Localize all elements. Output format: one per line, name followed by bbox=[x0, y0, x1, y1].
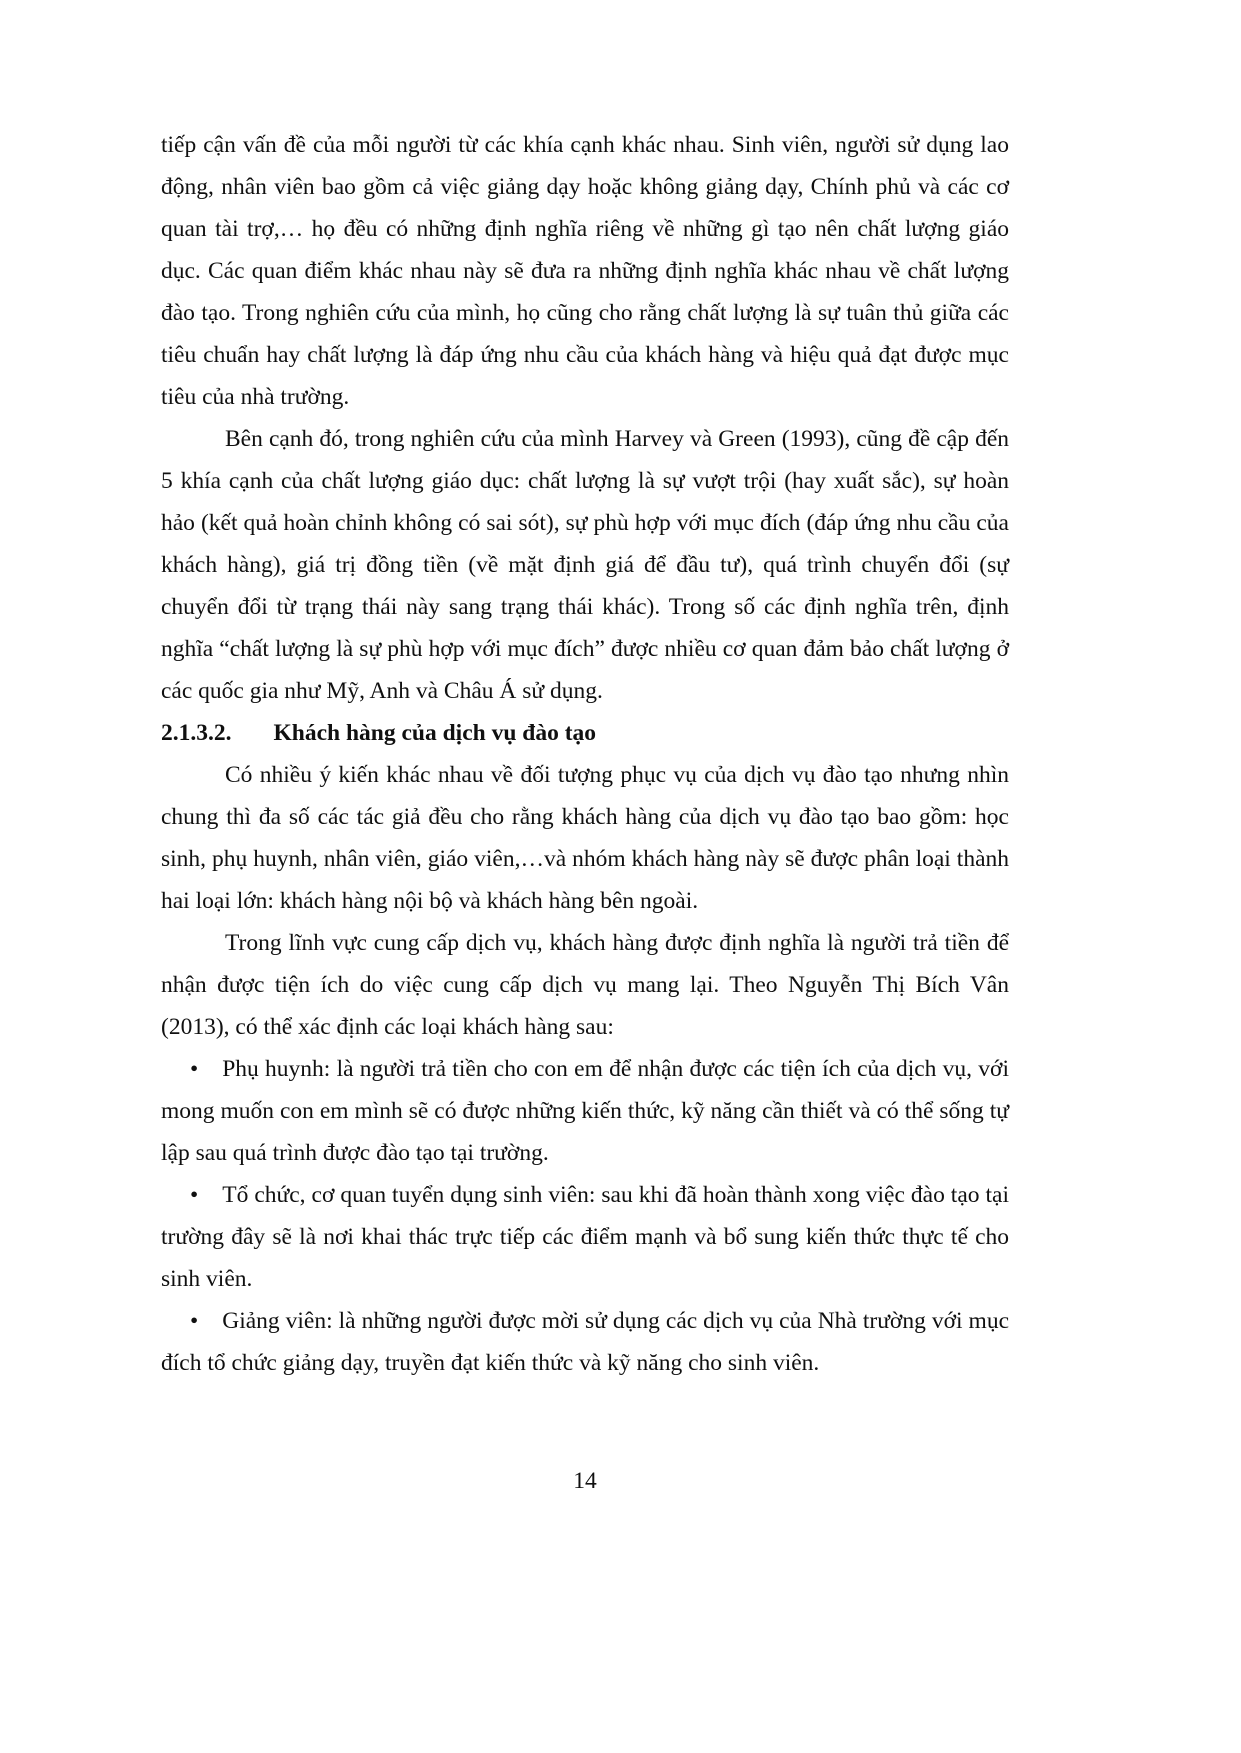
bullet-text: Giảng viên: là những người được mời sử dụng các dịch vụ của Nhà trường với mục đích tổ chức giảng dạy, truyền đạt kiến thức và kỹ năng cho sinh viên. bbox=[161, 1308, 1009, 1376]
paragraph: Trong lĩnh vực cung cấp dịch vụ, khách hàng được định nghĩa là người trả tiền để nhận được tiện ích do việc cung cấp dịch vụ mang lại. Theo Nguyễn Thị Bích Vân (2013), có thể xác định các loại khách hàng sau: bbox=[161, 930, 1009, 1040]
bullet-text: Tổ chức, cơ quan tuyển dụng sinh viên: sau khi đã hoàn thành xong việc đào tạo tại trường đây sẽ là nơi khai thác trực tiếp các điểm mạnh và bổ sung kiến thức thực tế cho sinh viên. bbox=[161, 1182, 1009, 1292]
bullet-item bbox=[161, 1300, 1009, 1384]
paragraph: Có nhiều ý kiến khác nhau về đối tượng phục vụ của dịch vụ đào tạo nhưng nhìn chung thì đa số các tác giả đều cho rằng khách hàng của dịch vụ đào tạo bao gồm: học sinh, phụ huynh, nhân viên, giáo viên,…và nhóm khách hàng này sẽ được phân loại thành hai loại lớn: khách hàng nội bộ và khách hàng bên ngoài. bbox=[161, 762, 1009, 914]
bullet-text: Phụ huynh: là người trả tiền cho con em để nhận được các tiện ích của dịch vụ, với mong muốn con em mình sẽ có được những kiến thức, kỹ năng cần thiết và có thể sống tự lập sau quá trình được đào tạo tại trường. bbox=[161, 1056, 1009, 1166]
heading-title: Khách hàng của dịch vụ đào tạo bbox=[273, 720, 597, 746]
page-body bbox=[161, 124, 1009, 1384]
heading-number: 2.1.3.2. bbox=[161, 720, 232, 746]
section-heading bbox=[161, 712, 1009, 754]
paragraph-continued: tiếp cận vấn đề của mỗi người từ các khía cạnh khác nhau. Sinh viên, người sử dụng lao động, nhân viên bao gồm cả việc giảng dạy hoặc không giảng dạy, Chính phủ và các cơ quan tài trợ,… họ đều có những định nghĩa riêng về những gì tạo nên chất lượng giáo dục. Các quan điểm khác nhau này sẽ đưa ra những định nghĩa khác nhau về chất lượng đào tạo. Trong nghiên cứu của mình, họ cũng cho rằng chất lượng là sự tuân thủ giữa các tiêu chuẩn hay chất lượng là đáp ứng nhu cầu của khách hàng và hiệu quả đạt được mục tiêu của nhà trường. bbox=[161, 132, 1009, 410]
bullet-marker: • bbox=[190, 1056, 199, 1082]
bullet-marker: • bbox=[190, 1182, 199, 1208]
page-number: 14 bbox=[573, 1468, 597, 1494]
paragraph: Bên cạnh đó, trong nghiên cứu của mình Harvey và Green (1993), cũng đề cập đến 5 khía cạnh của chất lượng giáo dục: chất lượng là sự vượt trội (hay xuất sắc), sự hoàn hảo (kết quả hoàn chỉnh không có sai sót), sự phù hợp với mục đích (đáp ứng nhu cầu của khách hàng), giá trị đồng tiền (về mặt định giá để đầu tư), quá trình chuyển đổi (sự chuyển đổi từ trạng thái này sang trạng thái khác). Trong số các định nghĩa trên, định nghĩa “chất lượng là sự phù hợp với mục đích” được nhiều cơ quan đảm bảo chất lượng ở các quốc gia như Mỹ, Anh và Châu Á sử dụng. bbox=[161, 426, 1009, 704]
bullet-item bbox=[161, 1048, 1009, 1174]
bullet-marker: • bbox=[190, 1308, 199, 1334]
bullet-item bbox=[161, 1174, 1009, 1300]
